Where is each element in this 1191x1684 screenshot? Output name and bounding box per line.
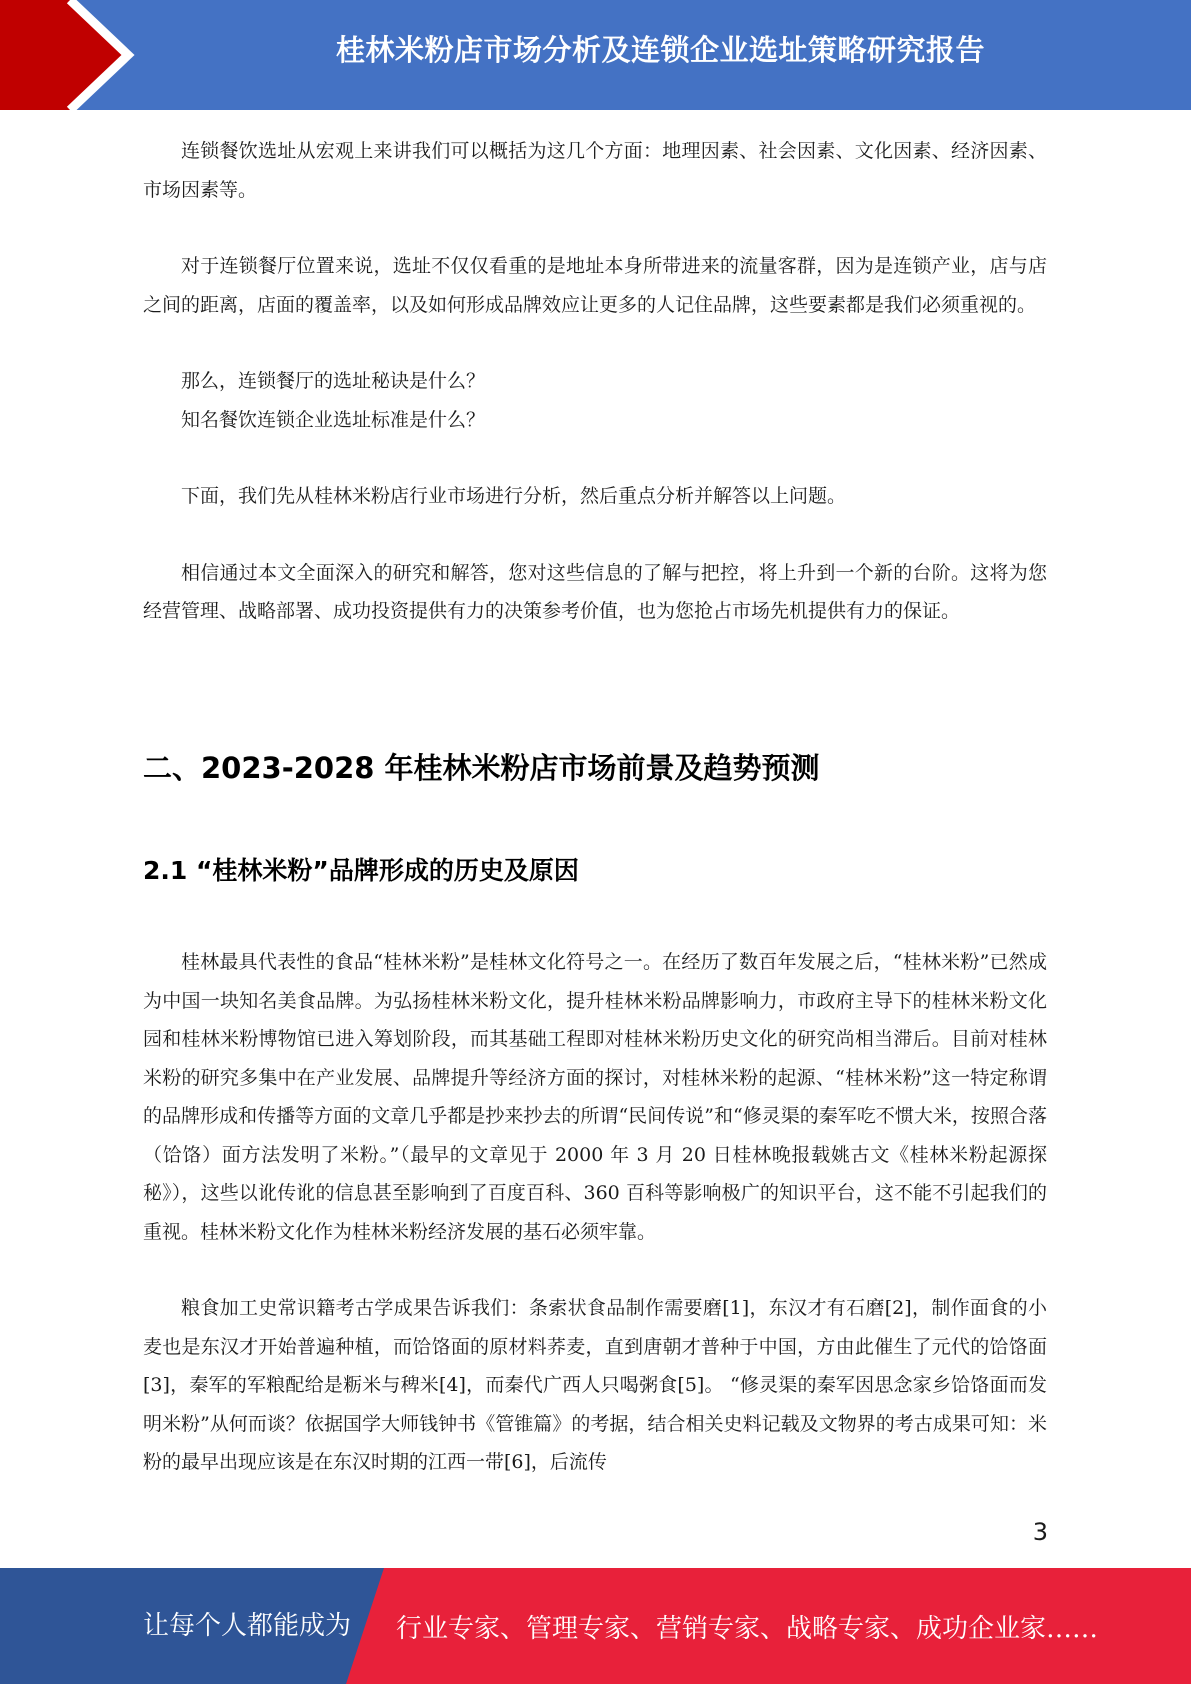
intro-section [143,132,1047,631]
footer-slogan-left: 让每个人都能成为 [143,1611,352,1641]
question-line: 那么，连锁餐厅的选址秘诀是什么？ [181,370,486,392]
subsection-heading: 2.1 “桂林米粉”品牌形成的历史及原因 [143,856,579,885]
paragraph: 对于连锁餐厅位置来说，选址不仅仅看重的是地址本身所带进来的流量客群，因为是连锁产业，店与店之间的距离，店面的覆盖率，以及如何形成品牌效应让更多的人记住品牌，这些要素都是我们必须重视的。 [143,255,1047,316]
page-header [0,0,1191,110]
footer-slogan-right: 行业专家、管理专家、营销专家、战略专家、成功企业家…… [396,1614,1099,1644]
section-heading: 二、2023-2028 年桂林米粉店市场前景及趋势预测 [143,751,820,785]
body-section [143,943,1047,1482]
page-footer [0,1568,1191,1684]
paragraph: 下面，我们先从桂林米粉店行业市场进行分析，然后重点分析并解答以上问题。 [181,485,847,507]
paragraph: 连锁餐饮选址从宏观上来讲我们可以概括为这几个方面：地理因素、社会因素、文化因素、经济因素、市场因素等。 [143,140,1047,201]
report-title: 桂林米粉店市场分析及连锁企业选址策略研究报告 [335,33,985,67]
question-line: 知名餐饮连锁企业选址标准是什么？ [181,408,486,431]
paragraph: 桂林最具代表性的食品“桂林米粉”是桂林文化符号之一。在经历了数百年发展之后，“桂林米粉”已然成为中国一块知名美食品牌。为弘扬桂林米粉文化，提升桂林米粉品牌影响力，市政府主导下的桂林米粉文化园和桂林米粉博物馆已进入筹划阶段，而其基础工程即对桂林米粉历史文化的研究尚相当滞后。目前对桂林米粉的研究多集中在产业发展、品牌提升等经济方面的探讨，对桂林米粉的起源、“桂林米粉”这一特定称谓的品牌形成和传播等方面的文章几乎都是抄来抄去的所谓“民间传说”和“修灵渠的秦军吃不惯大米，按照合落（饸饹）面方法发明了米粉。”（最早的文章见于 2000 年 3 月 20 日桂林晚报载姚古文《桂林米粉起源探秘》），这些以讹传讹的信息甚至影响到了百度百科、360 百科等影响极广的知识平台，这不能不引起我们的重视。桂林米粉文化作为桂林米粉经济发展的基石必须牢靠。 [143,951,1047,1243]
paragraph: 粮食加工史常识籍考古学成果告诉我们：条索状食品制作需要磨[1]，东汉才有石磨[2]，制作面食的小麦也是东汉才开始普遍种植，而饸饹面的原材料荞麦，直到唐朝才普种于中国，方由此催生了元代的饸饹面[3]，秦军的军粮配给是粝米与稗米[4]，而秦代广西人只喝粥食[5]。 “修灵渠的秦军因思念家乡饸饹面而发明米粉”从何而谈？依据国学大师钱钟书《管锥篇》的考据，结合相关史料记载及文物界的考古成果可知：米粉的最早出现应该是在东汉时期的江西一带[6]，后流传 [143,1297,1047,1473]
red-chevron-icon [0,0,160,110]
paragraph: 相信通过本文全面深入的研究和解答，您对这些信息的了解与把控，将上升到一个新的台阶。这将为您经营管理、战略部署、成功投资提供有力的决策参考价值，也为您抢占市场先机提供有力的保证。 [143,561,1047,622]
page-number: 3 [1032,1518,1048,1546]
